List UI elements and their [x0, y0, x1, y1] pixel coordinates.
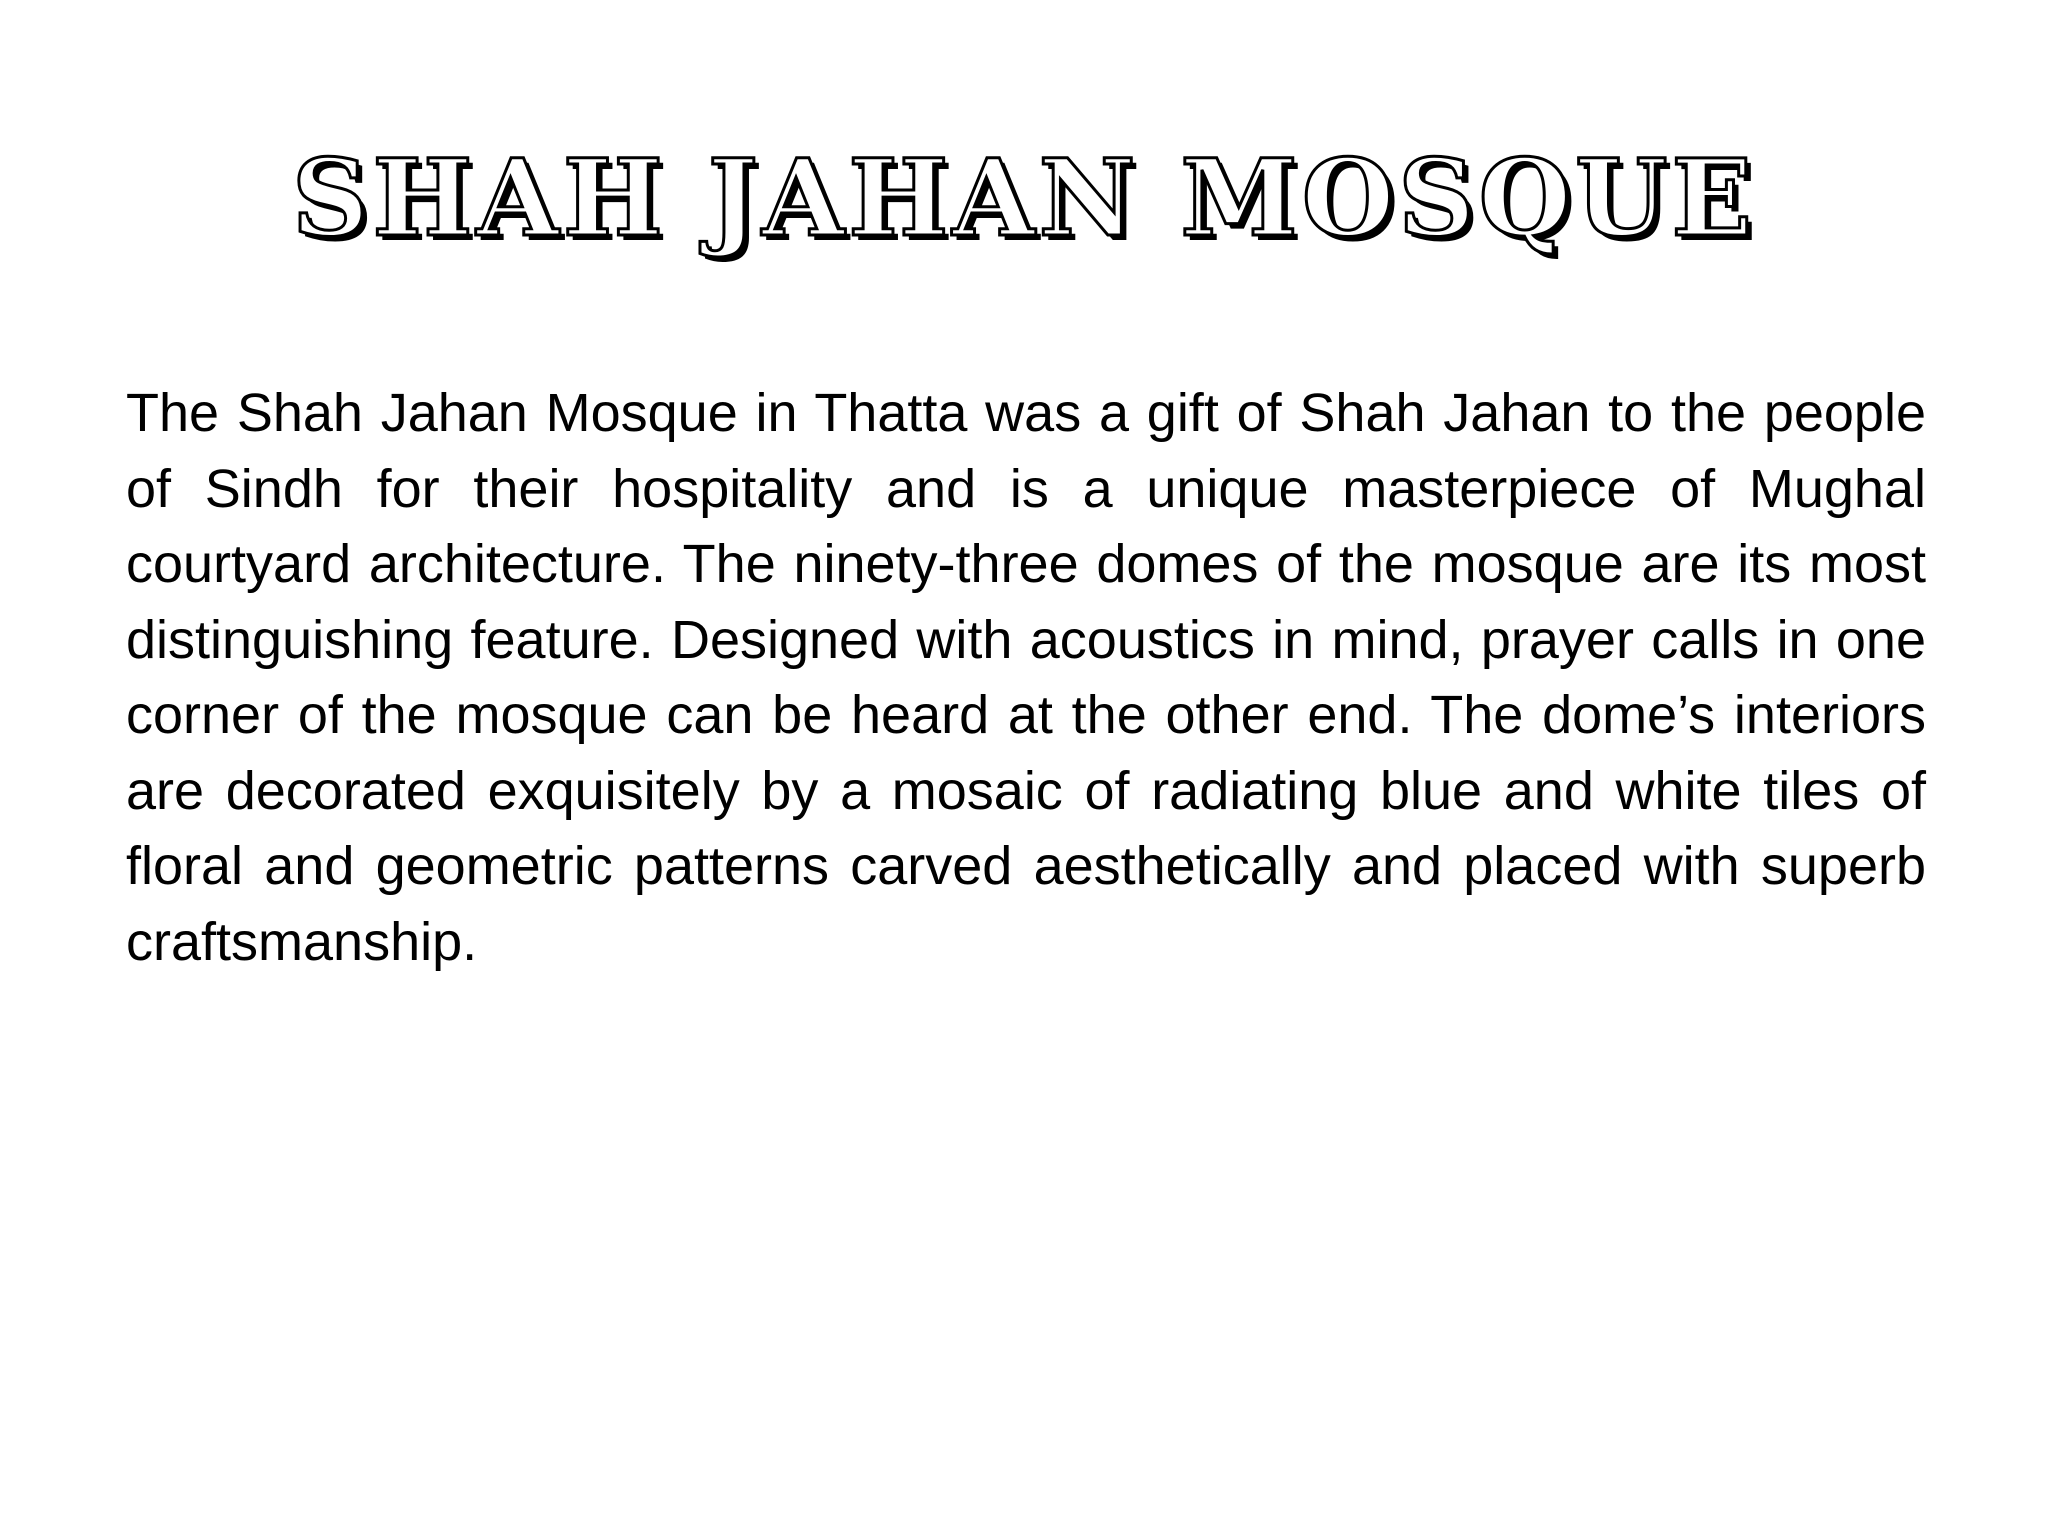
slide-body-text: The Shah Jahan Mosque in Thatta was a gift of Shah Jahan to the people of Sindh for their hospitality and is a unique masterpiece of Mughal courtyard architecture. The ninety-three domes of the mosque are its most distinguishing feature. Designed with acoustics in mind, prayer calls in one corner of the mosque can be heard at the other end. The dome’s interiors are decorated exquisitely by a mosaic of radiating blue and white tiles of floral and geometric patterns carved aesthetically and placed with superb craftsmanship.: [126, 383, 1926, 972]
slide-title: SHAH JAHAN MOSQUE: [291, 135, 1757, 260]
